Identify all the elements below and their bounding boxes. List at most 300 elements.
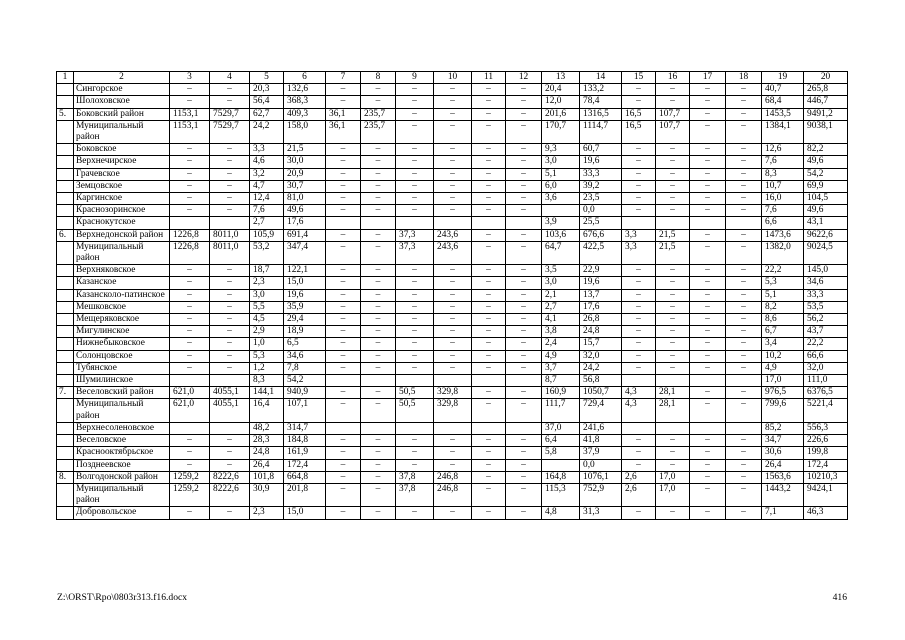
table-row [57, 435, 848, 447]
value-cell [326, 217, 361, 229]
table-row [57, 314, 848, 326]
value-cell: 329,8 [434, 387, 472, 399]
value-cell: – [726, 277, 762, 289]
value-cell: 170,7 [542, 120, 580, 143]
value-cell: – [656, 205, 690, 217]
territory-name-cell: Муниципальный район [74, 483, 170, 506]
value-cell: 446,7 [804, 96, 848, 108]
value-cell: – [622, 277, 656, 289]
value-cell: – [326, 144, 361, 156]
value-cell: 17,0 [656, 471, 690, 483]
value-cell: – [690, 459, 726, 471]
value-cell: 664,8 [284, 471, 326, 483]
value-cell: 9491,2 [804, 108, 848, 120]
value-cell: 46,3 [804, 507, 848, 519]
territory-name-cell: Муниципальный район [74, 120, 170, 143]
row-number-cell [57, 375, 74, 387]
value-cell: 7,6 [762, 205, 804, 217]
value-cell: 752,9 [580, 483, 622, 506]
value-cell: 81,0 [284, 193, 326, 205]
value-cell [434, 422, 472, 434]
column-number-cell: 11 [472, 72, 506, 84]
value-cell: 10,2 [762, 350, 804, 362]
value-cell: – [690, 483, 726, 506]
value-cell: – [434, 459, 472, 471]
value-cell: – [656, 314, 690, 326]
table-row [57, 217, 848, 229]
value-cell: – [726, 459, 762, 471]
territory-name-cell: Нижнебыковское [74, 338, 170, 350]
territory-name-cell: Мешковское [74, 301, 170, 313]
value-cell: 8222,6 [210, 471, 250, 483]
value-cell: – [726, 314, 762, 326]
value-cell: – [396, 96, 434, 108]
value-cell: – [361, 193, 396, 205]
territory-name-cell: Верхняковское [74, 265, 170, 277]
value-cell: 69,9 [804, 180, 848, 192]
value-cell: – [170, 156, 210, 168]
value-cell: – [361, 229, 396, 241]
value-cell: 24,8 [250, 447, 284, 459]
value-cell [396, 217, 434, 229]
value-cell: – [472, 193, 506, 205]
value-cell: 17,0 [656, 483, 690, 506]
value-cell: – [396, 435, 434, 447]
value-cell: – [326, 156, 361, 168]
file-path: Z:\ORST\Rpo\0803r313.f16.docx [57, 592, 188, 603]
row-number-cell [57, 193, 74, 205]
value-cell: – [396, 507, 434, 519]
value-cell: – [170, 326, 210, 338]
value-cell: 111,0 [804, 375, 848, 387]
value-cell: 36,1 [326, 108, 361, 120]
value-cell: – [472, 289, 506, 301]
value-cell [506, 422, 542, 434]
value-cell: 101,8 [250, 471, 284, 483]
value-cell: – [396, 338, 434, 350]
value-cell: – [506, 120, 542, 143]
value-cell: 243,6 [434, 241, 472, 264]
value-cell: 49,6 [804, 205, 848, 217]
statistics-table [56, 71, 848, 520]
row-number-cell [57, 96, 74, 108]
value-cell: 8011,0 [210, 241, 250, 264]
value-cell: – [472, 314, 506, 326]
value-cell [472, 375, 506, 387]
value-cell: 16,5 [622, 108, 656, 120]
value-cell [396, 422, 434, 434]
value-cell: 22,9 [580, 265, 622, 277]
value-cell: – [506, 471, 542, 483]
value-cell: 2,7 [250, 217, 284, 229]
table-row [57, 180, 848, 192]
value-cell: 5221,4 [804, 399, 848, 422]
value-cell: 2,6 [622, 483, 656, 506]
value-cell: – [326, 301, 361, 313]
value-cell: – [210, 314, 250, 326]
territory-name-cell: Казанское [74, 277, 170, 289]
value-cell: – [656, 350, 690, 362]
table-row [57, 422, 848, 434]
value-cell: – [690, 507, 726, 519]
value-cell: 7,1 [762, 507, 804, 519]
territory-name-cell: Веселовское [74, 435, 170, 447]
table-row [57, 193, 848, 205]
value-cell: 18,9 [284, 326, 326, 338]
row-number-cell: 8. [57, 471, 74, 483]
table-row [57, 168, 848, 180]
table-row [57, 229, 848, 241]
row-number-cell [57, 168, 74, 180]
value-cell: – [210, 193, 250, 205]
value-cell: – [396, 447, 434, 459]
value-cell: – [656, 193, 690, 205]
value-cell [434, 375, 472, 387]
value-cell: – [326, 205, 361, 217]
territory-name-cell: Краснозоринское [74, 205, 170, 217]
value-cell: – [622, 205, 656, 217]
value-cell: – [396, 350, 434, 362]
value-cell [210, 375, 250, 387]
column-number-cell: 7 [326, 72, 361, 84]
value-cell: 5,5 [250, 301, 284, 313]
value-cell: – [472, 144, 506, 156]
value-cell: – [690, 435, 726, 447]
value-cell: 53,2 [250, 241, 284, 264]
value-cell: 1,2 [250, 362, 284, 374]
value-cell: 2,3 [250, 507, 284, 519]
table-row [57, 362, 848, 374]
row-number-cell [57, 422, 74, 434]
table-row [57, 447, 848, 459]
value-cell: – [656, 289, 690, 301]
value-cell: 1050,7 [580, 387, 622, 399]
value-cell: – [434, 108, 472, 120]
value-cell: – [656, 362, 690, 374]
territory-name-cell: Волгодонской район [74, 471, 170, 483]
table-row [57, 205, 848, 217]
value-cell: – [656, 96, 690, 108]
value-cell: – [472, 301, 506, 313]
value-cell: 12,0 [542, 96, 580, 108]
value-cell: – [726, 435, 762, 447]
value-cell: – [656, 507, 690, 519]
row-number-cell [57, 326, 74, 338]
value-cell: – [210, 156, 250, 168]
value-cell: 4,9 [762, 362, 804, 374]
value-cell: – [656, 277, 690, 289]
value-cell [690, 217, 726, 229]
value-cell: – [326, 229, 361, 241]
value-cell: – [434, 301, 472, 313]
table-row [57, 459, 848, 471]
value-cell: 43,1 [804, 217, 848, 229]
value-cell: – [622, 326, 656, 338]
value-cell: 4,8 [542, 507, 580, 519]
value-cell: 104,5 [804, 193, 848, 205]
value-cell: 235,7 [361, 108, 396, 120]
territory-name-cell: Добровольское [74, 507, 170, 519]
value-cell: 6376,5 [804, 387, 848, 399]
value-cell: 16,0 [762, 193, 804, 205]
value-cell: 8,2 [762, 301, 804, 313]
table-row [57, 507, 848, 519]
value-cell: – [690, 362, 726, 374]
value-cell: – [622, 362, 656, 374]
value-cell: 1443,2 [762, 483, 804, 506]
value-cell: 26,4 [762, 459, 804, 471]
value-cell: – [396, 314, 434, 326]
value-cell: 940,9 [284, 387, 326, 399]
value-cell: – [326, 289, 361, 301]
value-cell: 25,5 [580, 217, 622, 229]
territory-name-cell: Тубянское [74, 362, 170, 374]
value-cell: 19,6 [580, 156, 622, 168]
value-cell: 3,6 [542, 193, 580, 205]
value-cell: 36,1 [326, 120, 361, 143]
value-cell: – [726, 399, 762, 422]
value-cell: 21,5 [656, 241, 690, 264]
value-cell: 13,7 [580, 289, 622, 301]
value-cell: 20,4 [542, 84, 580, 96]
value-cell: – [656, 180, 690, 192]
value-cell: 676,6 [580, 229, 622, 241]
value-cell: 7529,7 [210, 120, 250, 143]
value-cell: 16,5 [622, 120, 656, 143]
value-cell: – [690, 314, 726, 326]
value-cell: – [726, 362, 762, 374]
value-cell: – [170, 435, 210, 447]
territory-name-cell: Позднеевское [74, 459, 170, 471]
value-cell: – [396, 193, 434, 205]
value-cell: – [622, 447, 656, 459]
value-cell: – [170, 205, 210, 217]
value-cell: 85,2 [762, 422, 804, 434]
value-cell: – [361, 314, 396, 326]
value-cell: 33,3 [804, 289, 848, 301]
value-cell [656, 422, 690, 434]
value-cell: – [170, 289, 210, 301]
value-cell: – [690, 399, 726, 422]
value-cell: 4,6 [250, 156, 284, 168]
territory-name-cell: Муниципальный район [74, 399, 170, 422]
value-cell: – [472, 120, 506, 143]
value-cell: – [726, 265, 762, 277]
row-number-cell [57, 144, 74, 156]
value-cell: – [506, 289, 542, 301]
value-cell: 556,3 [804, 422, 848, 434]
value-cell: 2,3 [250, 277, 284, 289]
table-row [57, 338, 848, 350]
value-cell [542, 205, 580, 217]
value-cell: – [396, 180, 434, 192]
value-cell: – [726, 120, 762, 143]
value-cell: – [361, 265, 396, 277]
value-cell: 1563,6 [762, 471, 804, 483]
value-cell: 368,3 [284, 96, 326, 108]
value-cell: – [434, 289, 472, 301]
value-cell: – [361, 277, 396, 289]
row-number-cell [57, 205, 74, 217]
value-cell: 24,8 [580, 326, 622, 338]
value-cell: – [361, 483, 396, 506]
value-cell: 28,3 [250, 435, 284, 447]
value-cell: – [326, 168, 361, 180]
value-cell: 34,6 [284, 350, 326, 362]
value-cell: – [726, 301, 762, 313]
row-number-cell: 5. [57, 108, 74, 120]
value-cell: – [726, 168, 762, 180]
value-cell: – [656, 435, 690, 447]
value-cell: – [726, 326, 762, 338]
value-cell: – [506, 144, 542, 156]
value-cell: – [472, 459, 506, 471]
value-cell: – [622, 265, 656, 277]
value-cell: – [690, 326, 726, 338]
row-number-cell [57, 277, 74, 289]
value-cell: 49,6 [284, 205, 326, 217]
value-cell: 4,1 [542, 314, 580, 326]
value-cell: 422,5 [580, 241, 622, 264]
value-cell: – [506, 362, 542, 374]
value-cell: 24,2 [250, 120, 284, 143]
row-number-cell [57, 156, 74, 168]
value-cell: 144,1 [250, 387, 284, 399]
value-cell: – [326, 338, 361, 350]
value-cell: 39,2 [580, 180, 622, 192]
value-cell: 18,7 [250, 265, 284, 277]
value-cell: 7,6 [250, 205, 284, 217]
value-cell [396, 375, 434, 387]
value-cell: – [690, 108, 726, 120]
value-cell: – [170, 168, 210, 180]
value-cell: – [396, 205, 434, 217]
value-cell: 24,2 [580, 362, 622, 374]
value-cell: 26,8 [580, 314, 622, 326]
value-cell: – [506, 507, 542, 519]
value-cell: – [434, 156, 472, 168]
row-number-cell [57, 241, 74, 264]
value-cell: – [726, 507, 762, 519]
value-cell: – [326, 277, 361, 289]
value-cell: 1153,1 [170, 120, 210, 143]
value-cell: 10,7 [762, 180, 804, 192]
value-cell: – [506, 387, 542, 399]
value-cell: – [622, 156, 656, 168]
value-cell: 56,8 [580, 375, 622, 387]
value-cell: – [506, 301, 542, 313]
value-cell: – [506, 241, 542, 264]
value-cell: 19,6 [580, 277, 622, 289]
value-cell: – [170, 265, 210, 277]
value-cell: 17,0 [762, 375, 804, 387]
value-cell: – [506, 338, 542, 350]
value-cell: – [726, 471, 762, 483]
value-cell: 16,4 [250, 399, 284, 422]
value-cell: – [361, 168, 396, 180]
value-cell: – [622, 459, 656, 471]
value-cell: – [726, 84, 762, 96]
value-cell: – [506, 277, 542, 289]
table-row [57, 399, 848, 422]
value-cell: 621,0 [170, 399, 210, 422]
territory-name-cell: Боковский район [74, 108, 170, 120]
value-cell: 22,2 [762, 265, 804, 277]
value-cell: – [326, 265, 361, 277]
value-cell: – [690, 265, 726, 277]
value-cell: 3,3 [622, 241, 656, 264]
value-cell: 34,7 [762, 435, 804, 447]
value-cell: 2,1 [542, 289, 580, 301]
value-cell: – [726, 387, 762, 399]
value-cell: 3,3 [622, 229, 656, 241]
value-cell: 199,8 [804, 447, 848, 459]
value-cell: – [396, 168, 434, 180]
value-cell: 4,5 [250, 314, 284, 326]
value-cell: – [656, 168, 690, 180]
value-cell: 21,5 [656, 229, 690, 241]
value-cell: – [170, 507, 210, 519]
value-cell: – [726, 180, 762, 192]
value-cell [726, 217, 762, 229]
row-number-cell [57, 362, 74, 374]
value-cell: – [326, 96, 361, 108]
value-cell: 107,1 [284, 399, 326, 422]
value-cell: – [506, 96, 542, 108]
value-cell [326, 422, 361, 434]
value-cell: 7,8 [284, 362, 326, 374]
value-cell: 1076,1 [580, 471, 622, 483]
value-cell: – [361, 180, 396, 192]
value-cell: – [361, 459, 396, 471]
value-cell: – [506, 168, 542, 180]
column-number-cell: 6 [284, 72, 326, 84]
value-cell: – [472, 483, 506, 506]
value-cell: 19,6 [284, 289, 326, 301]
value-cell: 1114,7 [580, 120, 622, 143]
value-cell: – [506, 314, 542, 326]
value-cell: – [472, 229, 506, 241]
value-cell: 5,8 [542, 447, 580, 459]
value-cell: – [726, 289, 762, 301]
value-cell: 12,6 [762, 144, 804, 156]
value-cell [170, 217, 210, 229]
value-cell: – [210, 338, 250, 350]
territory-name-cell: Земцовское [74, 180, 170, 192]
header-row [57, 72, 848, 84]
value-cell: 103,6 [542, 229, 580, 241]
row-number-cell [57, 399, 74, 422]
value-cell: 3,5 [542, 265, 580, 277]
value-cell: – [472, 108, 506, 120]
territory-name-cell: Веселовский район [74, 387, 170, 399]
column-number-cell: 18 [726, 72, 762, 84]
value-cell: 621,0 [170, 387, 210, 399]
value-cell: – [361, 84, 396, 96]
row-number-cell [57, 301, 74, 313]
value-cell: 1259,2 [170, 483, 210, 506]
value-cell: 5,3 [250, 350, 284, 362]
value-cell: 34,6 [804, 277, 848, 289]
value-cell: 56,2 [804, 314, 848, 326]
value-cell: – [396, 108, 434, 120]
value-cell: 35,9 [284, 301, 326, 313]
column-number-cell: 20 [804, 72, 848, 84]
value-cell: – [726, 483, 762, 506]
value-cell: 8222,6 [210, 483, 250, 506]
value-cell: 49,6 [804, 156, 848, 168]
value-cell: 6,0 [542, 180, 580, 192]
